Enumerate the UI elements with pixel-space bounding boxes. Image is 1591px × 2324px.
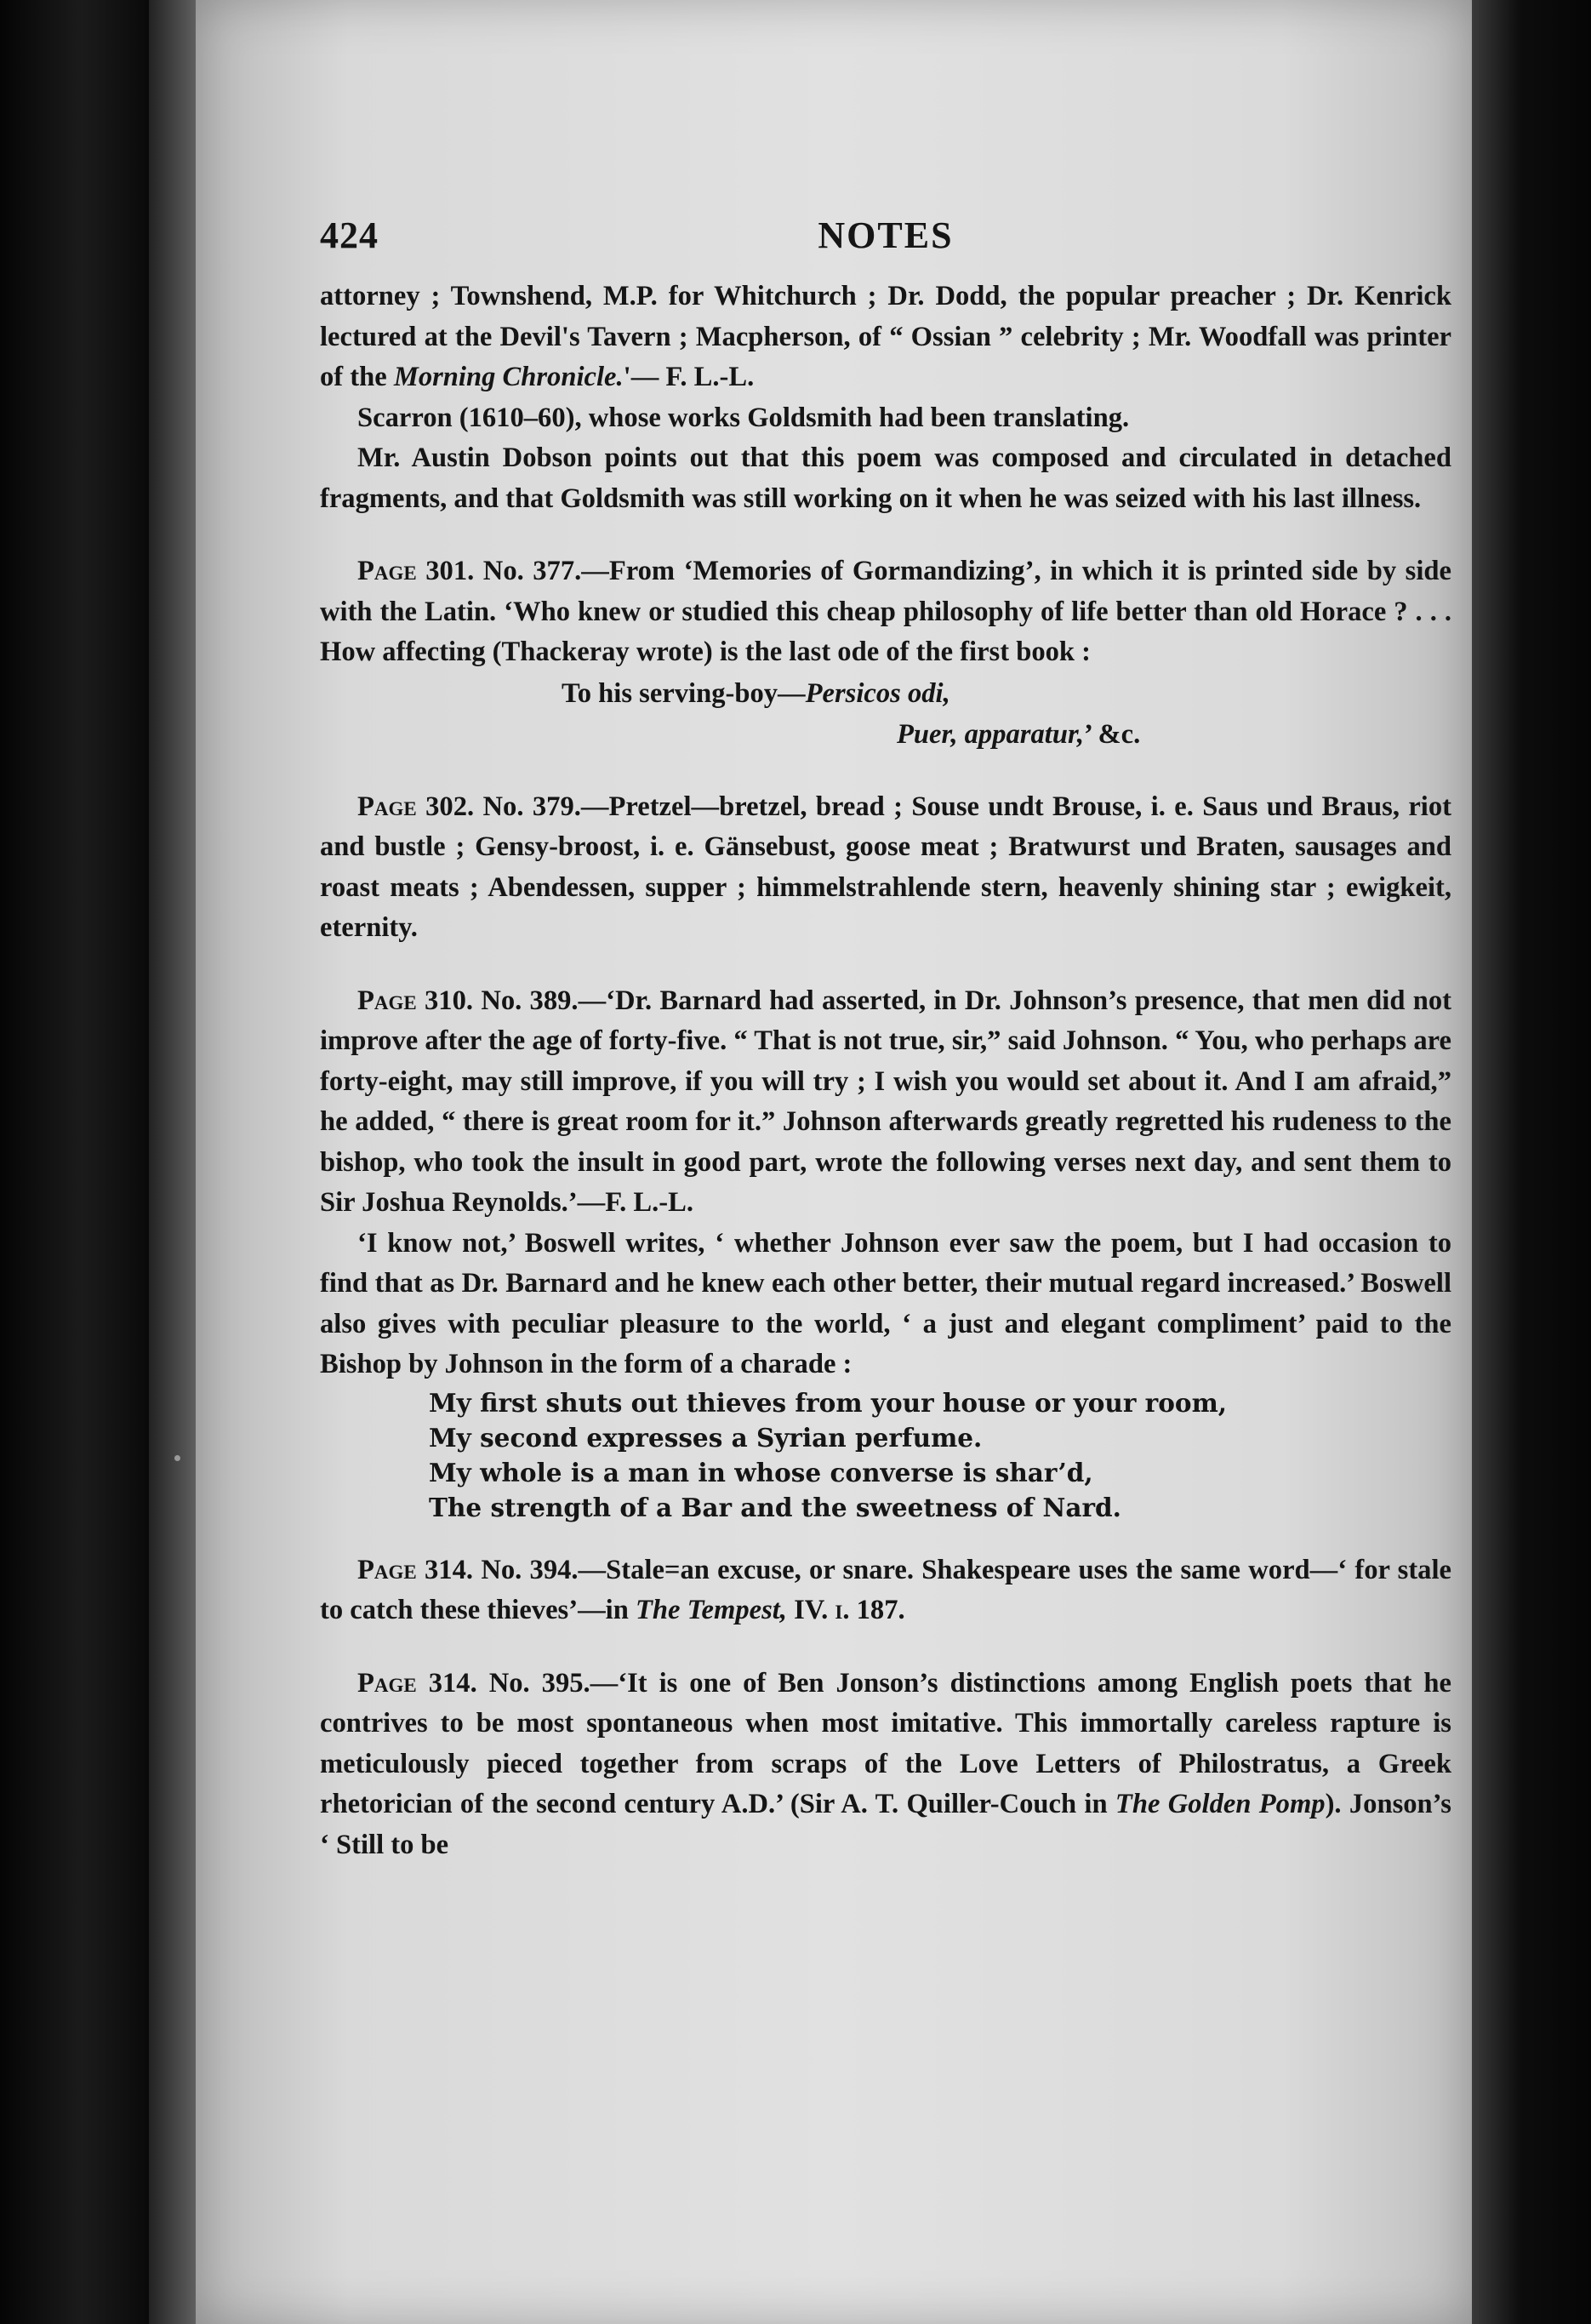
note-label: Page 301. (357, 556, 475, 586)
page-text (320, 208, 1451, 1865)
charade-poem (320, 1385, 1451, 1525)
scan-speck (174, 1455, 180, 1461)
note-text: No. 379.—Pretzel—bretzel, bread ; Souse undt Brouse, i. e. Saus und Braus, riot and bustle ; Gensy-broost, i. e. Gänsebust, goose meat ; Bratwurst und Braten, sausages and roast meats ; Abendessen, supper ; himmelstrahlende stern, heavenly shining star ; ewigkeit, eternity. (320, 791, 1451, 943)
continuation-end: '— F. L.-L. (623, 362, 755, 392)
continuation-italic: Morning Chronicle. (393, 362, 624, 392)
boswell-paragraph: ‘I know not,’ Boswell writes, ‘ whether Johnson ever saw the poem, but I had occasion to find that as Dr. Barnard and he knew each other better, their mutual regard increased.’ Boswell also gives with peculiar pleasure to the world, ‘ a just and elegant compliment’ paid to the Bishop by Johnson in the form of a charade : (320, 1227, 1451, 1379)
scarron-paragraph: Scarron (1610–60), whose works Goldsmith had been translating. (357, 402, 1130, 433)
note-text: No. 394.—Stale=an excuse, or snare. Shakespeare uses the same word—‘ for stale to catch these thieves’—in (320, 1554, 1451, 1625)
poem-line: My first shuts out thieves from your house or your room, (429, 1387, 1228, 1418)
note-label: Page 302. (357, 791, 475, 822)
note-italic: The Golden Pomp (1115, 1789, 1326, 1819)
poem-line: My second expresses a Syrian perfume. (429, 1422, 983, 1453)
poem-line: My whole is a man in whose converse is shar’d, (429, 1457, 1093, 1487)
note-page-301 (320, 551, 1451, 673)
page-number: 424 (320, 214, 379, 256)
scan-right-margin (1472, 0, 1591, 2324)
poem-line: The strength of a Bar and the sweetness of Nard. (429, 1492, 1121, 1522)
horace-verse (320, 673, 1451, 755)
dobson-paragraph: Mr. Austin Dobson points out that this poem was composed and circulated in detached fragments, and that Goldsmith was still working on it when he was seized with his last illness. (320, 443, 1451, 514)
note-label: Page 314. (357, 1667, 477, 1699)
verse-line-2: Puer, apparatur,’ &c. (897, 718, 1141, 750)
note-text: No. 389.—‘Dr. Barnard had asserted, in Dr. Johnson’s presence, that men did not improve after the age of forty-five. “ That is not true, sir,” said Johnson. “ You, who perhaps are forty-eight, may still improve, if you will try ; I wish you would set about it. And I am afraid,” he added, “ there is great room for it.” Johnson afterwards greatly regretted his rudeness to the bishop, who took the insult in good part, wrote the following verses next day, and sent them to Sir Joshua Reynolds.’—F. L.-L. (320, 985, 1451, 1218)
note-label: Page 314. (357, 1554, 474, 1585)
note-page-302 (320, 787, 1451, 949)
note-text: No. 395.—‘It is one of Ben Jonson’s distinctions among English poets that he contrives to be most spontaneous when most imitative. This immortally careless rapture is meticulously pieced together from scraps of the Love Letters of Philostratus, a Greek rhetorician of the second century A.D.’ (Sir A. T. Quiller-Couch in (320, 1667, 1451, 1819)
note-end: IV. i. 187. (794, 1595, 905, 1625)
note-label: Page 310. (357, 985, 474, 1016)
note-page-314-394 (320, 1550, 1451, 1631)
continuation-paragraph (320, 277, 1451, 398)
note-page-314-395 (320, 1664, 1451, 1866)
scan-left-margin (0, 0, 149, 2324)
page-header (320, 208, 1451, 277)
note-text: No. 377.—From ‘Memories of Gormandizing’, in which it is printed side by side with the Latin. ‘Who knew or studied this cheap philosophy of life better than old Horace ? . . . How affecting (Thackeray wrote) is the last ode of the first book : (320, 556, 1451, 667)
note-italic: The Tempest, (635, 1595, 787, 1625)
running-head: NOTES (818, 214, 954, 256)
note-page-310 (320, 981, 1451, 1224)
continuation-text: attorney ; Townshend, M.P. for Whitchurch ; Dr. Dodd, the popular preacher ; Dr. Kenrick lectured at the Devil's Tavern ; Macpherson, of “ Ossian ” celebrity ; Mr. Woodfall was printer of the (320, 281, 1451, 392)
verse-line-1: To his serving-boy—Persicos odi, (562, 677, 950, 709)
note-end: ). Jonson’s ‘ Still to be (320, 1789, 1451, 1860)
